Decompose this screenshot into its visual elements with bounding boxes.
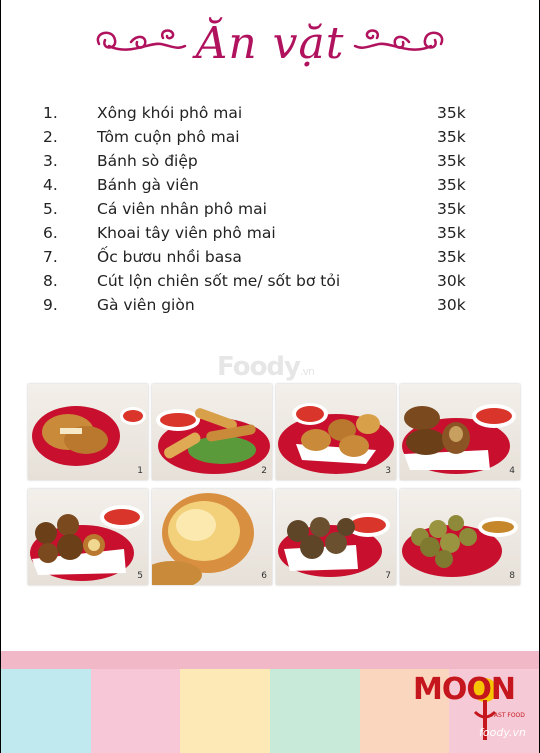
photo-number: 1 (137, 466, 143, 476)
menu-item-number: 9. (43, 296, 58, 314)
food-photo[interactable] (28, 384, 148, 480)
menu-item-name: Cá viên nhân phô mai (97, 200, 267, 218)
foody-site-label: foody.vn (479, 726, 526, 739)
menu-item (1, 224, 539, 248)
foody-watermark (217, 352, 314, 382)
chicken-ball-photo-icon (400, 384, 520, 480)
menu-page (1, 0, 539, 753)
fish-ball-photo-icon (28, 489, 148, 585)
menu-item-price: 35k (437, 152, 466, 170)
crispy-chicken-photo-icon (400, 489, 520, 585)
menu-item-name: Bánh sò điệp (97, 152, 198, 170)
menu-item-number: 4. (43, 176, 58, 194)
menu-title: Ăn vặt (195, 18, 345, 69)
cheese-potato-ball-photo-icon (152, 489, 272, 585)
food-photo[interactable] (400, 489, 520, 585)
menu-item (1, 248, 539, 272)
footer-stripe (91, 669, 181, 753)
menu-item-price: 35k (437, 128, 466, 146)
menu-item-number: 7. (43, 248, 58, 266)
footer-top-band (1, 651, 539, 669)
menu-item-price: 35k (437, 176, 466, 194)
scallop-cake-photo-icon (276, 384, 396, 480)
menu-item-name: Ốc bươu nhồi basa (97, 248, 242, 266)
footer-stripe (270, 669, 360, 753)
photo-number: 4 (509, 466, 515, 476)
food-photo[interactable] (400, 384, 520, 480)
menu-item-name: Tôm cuộn phô mai (97, 128, 240, 146)
menu-item-number: 5. (43, 200, 58, 218)
logo-wordmark: MOON (413, 672, 515, 707)
menu-item-price: 35k (437, 104, 466, 122)
menu-item-price: 30k (437, 296, 466, 314)
menu-item (1, 200, 539, 224)
menu-title-banner (1, 8, 539, 78)
menu-item (1, 128, 539, 152)
logo-subtitle: FAST FOOD (491, 712, 525, 719)
photo-number: 3 (385, 466, 391, 476)
moon-logo (413, 672, 533, 747)
cheese-bacon-photo-icon (28, 384, 148, 480)
menu-item-name: Khoai tây viên phô mai (97, 224, 276, 242)
photo-number: 5 (137, 571, 143, 581)
footer-stripe (180, 669, 270, 753)
menu-item-name: Gà viên giòn (97, 296, 195, 314)
watermark-brand: Foody (217, 352, 300, 382)
photo-number: 8 (509, 571, 515, 581)
menu-item (1, 296, 539, 320)
stuffed-snail-photo-icon (276, 489, 396, 585)
menu-item (1, 272, 539, 296)
menu-item (1, 176, 539, 200)
footer-stripe (1, 669, 91, 753)
menu-item (1, 152, 539, 176)
photo-number: 7 (385, 571, 391, 581)
menu-item-number: 2. (43, 128, 58, 146)
food-photo[interactable] (28, 489, 148, 585)
shrimp-roll-photo-icon (152, 384, 272, 480)
menu-item-price: 30k (437, 272, 466, 290)
menu-item (1, 104, 539, 128)
menu-item-price: 35k (437, 248, 466, 266)
menu-item-price: 35k (437, 224, 466, 242)
watermark-suffix: .vn (300, 365, 314, 378)
menu-item-number: 3. (43, 152, 58, 170)
menu-item-number: 1. (43, 104, 58, 122)
menu-item-name: Cút lộn chiên sốt me/ sốt bơ tỏi (97, 272, 341, 290)
menu-item-name: Bánh gà viên (97, 176, 199, 194)
menu-item-price: 35k (437, 200, 466, 218)
photo-number: 6 (261, 571, 267, 581)
food-photo[interactable] (152, 489, 272, 585)
food-photo[interactable] (276, 384, 396, 480)
food-photo[interactable] (276, 489, 396, 585)
menu-item-number: 6. (43, 224, 58, 242)
menu-item-name: Xông khói phô mai (97, 104, 243, 122)
photo-number: 2 (261, 466, 267, 476)
menu-item-number: 8. (43, 272, 58, 290)
food-photo[interactable] (152, 384, 272, 480)
